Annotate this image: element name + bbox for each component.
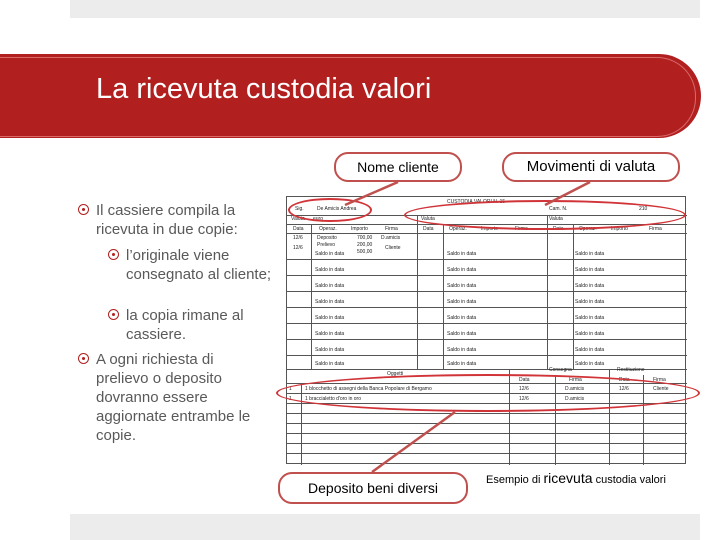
col-header-data: Data xyxy=(423,226,434,232)
saldo-label: Saldo in data xyxy=(447,347,477,353)
saldo-label: Saldo in data xyxy=(575,331,605,337)
caption-suffix: custodia valori xyxy=(592,474,666,486)
callout-goods: Deposito beni diversi xyxy=(278,472,468,504)
saldo-label: Saldo in data xyxy=(315,267,345,273)
valuta-label-3: Valuta xyxy=(549,216,563,222)
col-header-operaz: Operaz. xyxy=(579,226,597,232)
saldo-label: Saldo in data xyxy=(447,267,477,273)
row-signature: Cliente xyxy=(385,245,401,251)
bullet-text: Il cassiere compila la ricevuta in due copie: xyxy=(96,202,238,238)
col-header-importo: Importo xyxy=(611,226,628,232)
saldo-label: Saldo in data xyxy=(447,315,477,321)
goods-item-sign: D.amicis xyxy=(565,396,585,402)
saldo-label: Saldo in data xyxy=(315,283,345,289)
goods-item-rsign: Cliente xyxy=(653,386,669,392)
consegna-label: Consegna xyxy=(549,367,572,373)
saldo-label: Saldo in data xyxy=(315,361,345,367)
goods-col-data: Data xyxy=(619,377,630,383)
bottom-bar xyxy=(70,514,700,540)
goods-item-number: 1 xyxy=(289,386,292,392)
goods-item-date: 12/6 xyxy=(519,386,529,392)
goods-col-data: Data xyxy=(519,377,530,383)
saldo-label: Saldo in data xyxy=(315,315,345,321)
bullet-text: l’originale viene consegnato al cliente; xyxy=(126,247,272,283)
slide-title: La ricevuta custodia valori xyxy=(96,73,432,105)
valuta-code: euro xyxy=(313,216,324,222)
valuta-label: Valuta xyxy=(291,216,305,222)
goods-item-number: 1 xyxy=(289,396,292,402)
figure-caption xyxy=(486,470,666,486)
saldo-label: Saldo in data xyxy=(447,361,477,367)
connector-currency xyxy=(545,182,590,205)
col-header-firma: Firma xyxy=(649,226,662,232)
goods-item-date: 12/6 xyxy=(519,396,529,402)
col-header-operaz: Operaz. xyxy=(319,226,337,232)
valuta-label-2: Valuta xyxy=(421,216,435,222)
receipt-cam-number: 210 xyxy=(639,206,648,212)
connector-client xyxy=(345,182,398,205)
col-header-operaz: Operaz. xyxy=(449,226,467,232)
saldo-label: Saldo in data xyxy=(575,251,605,257)
bullet-text: la copia rimane al cassiere. xyxy=(126,307,244,343)
saldo-label: Saldo in data xyxy=(447,299,477,305)
restituzione-label: Restituzione xyxy=(617,367,645,373)
caption-prefix: Esempio di xyxy=(486,474,544,486)
col-header-data: Data xyxy=(553,226,564,232)
saldo-label: Saldo in data xyxy=(575,347,605,353)
saldo-label: Saldo in data xyxy=(575,283,605,289)
receipt-client: De Amicis Andrea xyxy=(317,206,357,212)
col-header-data: Data xyxy=(293,226,304,232)
saldo-label: Saldo in data xyxy=(315,299,345,305)
saldo-label: Saldo in data xyxy=(575,361,605,367)
saldo-label: Saldo in data xyxy=(315,331,345,337)
row-date: 12/6 xyxy=(293,245,303,251)
goods-item-sign: D.amicis xyxy=(565,386,585,392)
col-header-firma: Firma xyxy=(515,226,528,232)
callout-client-name: Nome cliente xyxy=(334,152,462,182)
row-signature: D.amicis xyxy=(381,235,401,241)
saldo-label: Saldo in data xyxy=(447,331,477,337)
callout-currency: Movimenti di valuta xyxy=(502,152,680,182)
row-balance: 500,00 xyxy=(357,249,373,255)
receipt-cam-label: Cam. N. xyxy=(549,206,568,212)
col-header-importo: Importo xyxy=(351,226,368,232)
row-amount: 200,00 xyxy=(357,242,373,248)
saldo-label: Saldo in data xyxy=(315,251,345,257)
saldo-label: Saldo in data xyxy=(575,267,605,273)
receipt-title: CUSTODIA VALORI N. 15 xyxy=(447,199,506,205)
connector-goods xyxy=(372,412,455,472)
goods-header: Oggetti xyxy=(387,371,404,377)
goods-item-desc: 1 braccialetto d'oro in oro xyxy=(305,396,361,402)
goods-item-desc: 1 blocchetto di assegni della Banca Popolare di Bergamo xyxy=(305,386,432,392)
saldo-label: Saldo in data xyxy=(447,251,477,257)
col-header-importo: Importo xyxy=(481,226,498,232)
row-operation: Prelievo xyxy=(317,242,336,248)
goods-col-firma: Firma xyxy=(569,377,582,383)
saldo-label: Saldo in data xyxy=(575,315,605,321)
col-header-firma: Firma xyxy=(385,226,398,232)
saldo-label: Saldo in data xyxy=(575,299,605,305)
row-date: 12/6 xyxy=(293,235,303,241)
saldo-label: Saldo in data xyxy=(447,283,477,289)
row-operation: Deposito xyxy=(317,235,337,241)
goods-item-rdate: 12/6 xyxy=(619,386,629,392)
row-amount: 700,00 xyxy=(357,235,373,241)
goods-col-firma: Firma xyxy=(653,377,666,383)
bullet-text: A ogni richiesta di prelievo o deposito dovranno essere aggiornate entrambe le copie. xyxy=(96,351,251,444)
receipt-sig-label: Sig. xyxy=(295,206,304,212)
caption-emphasis: ricevuta xyxy=(543,470,593,486)
saldo-label: Saldo in data xyxy=(315,347,345,353)
